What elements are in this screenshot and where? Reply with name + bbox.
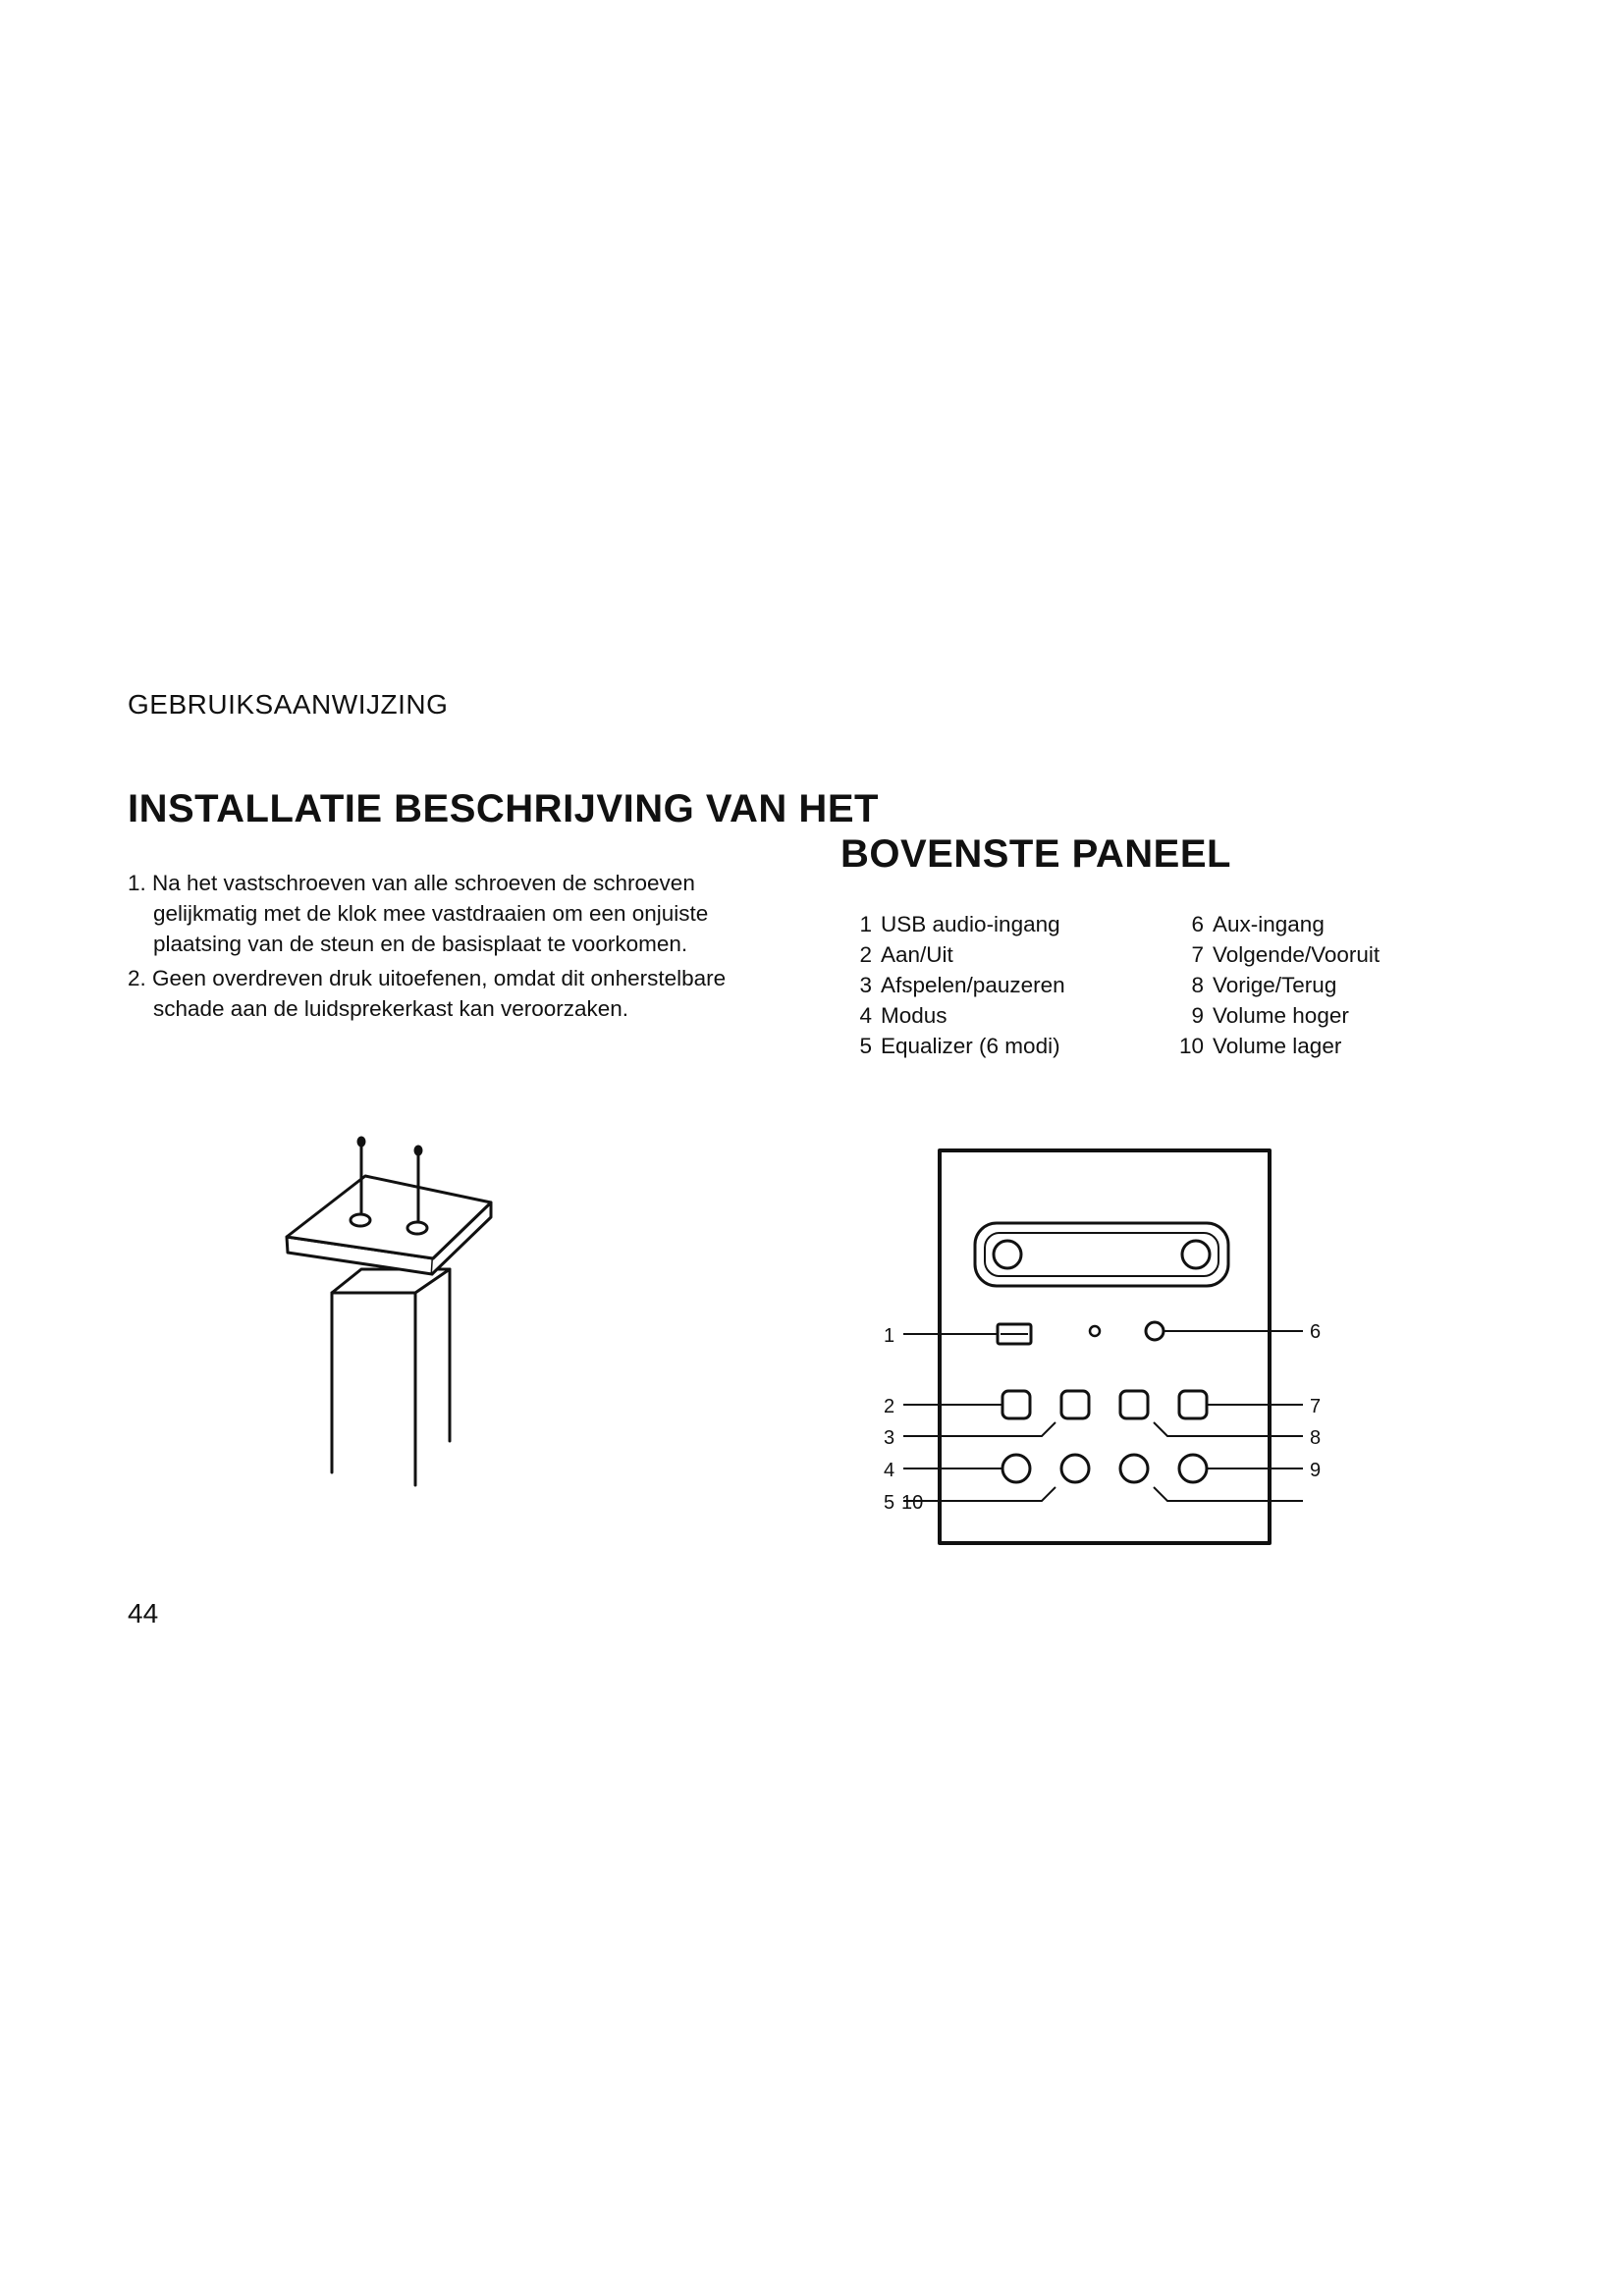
legend-label: Volgende/Vooruit bbox=[1213, 942, 1380, 967]
legend-number: 7 bbox=[1191, 942, 1204, 967]
legend-number: 9 bbox=[1191, 1003, 1204, 1028]
page-number: 44 bbox=[128, 1598, 159, 1629]
callout-3: 3 bbox=[884, 1427, 895, 1449]
legend-label: Modus bbox=[881, 1003, 947, 1028]
legend-number: 10 bbox=[1178, 1034, 1204, 1058]
callout-1: 1 bbox=[884, 1325, 895, 1347]
installation-steps bbox=[128, 868, 776, 1028]
legend-label: USB audio-ingang bbox=[881, 912, 1060, 936]
play-pause-button bbox=[1061, 1455, 1089, 1482]
aux-port bbox=[1146, 1322, 1164, 1340]
legend-label: Vorige/Terug bbox=[1213, 973, 1337, 997]
installation-illustration bbox=[265, 1129, 520, 1492]
legend-number: 5 bbox=[859, 1034, 872, 1058]
legend-item bbox=[1174, 1000, 1380, 1031]
handle-knob bbox=[994, 1241, 1021, 1268]
legend-number: 2 bbox=[859, 942, 872, 967]
power-button bbox=[1002, 1391, 1030, 1418]
legend-number: 3 bbox=[859, 973, 872, 997]
legend-item bbox=[846, 1000, 1065, 1031]
top-panel-heading: BOVENSTE PANEEL bbox=[840, 832, 1231, 876]
legend-item bbox=[1174, 970, 1380, 1000]
panel-legend-right bbox=[1174, 909, 1380, 1061]
legend-label: Afspelen/pauzeren bbox=[881, 973, 1065, 997]
callout-8: 8 bbox=[1310, 1427, 1322, 1449]
panel-outline bbox=[940, 1150, 1270, 1543]
legend-item bbox=[846, 970, 1065, 1000]
indicator-led bbox=[1090, 1326, 1100, 1336]
base-plate bbox=[287, 1176, 491, 1274]
callout-2: 2 bbox=[884, 1396, 895, 1417]
mode-button bbox=[1002, 1455, 1030, 1482]
legend-label: Equalizer (6 modi) bbox=[881, 1034, 1060, 1058]
callout-7: 7 bbox=[1310, 1396, 1322, 1417]
page-header-title: GEBRUIKSAANWIJZING bbox=[128, 689, 449, 720]
legend-number: 1 bbox=[859, 912, 872, 936]
legend-number: 4 bbox=[859, 1003, 872, 1028]
handle-knob bbox=[1182, 1241, 1210, 1268]
top-panel-diagram bbox=[864, 1129, 1335, 1561]
callout-4: 4 bbox=[884, 1460, 895, 1481]
installation-step-2: 2. Geen overdreven druk uitoefenen, omdat dit onherstelbare schade aan de luidsprekerkast kan veroorzaken. bbox=[128, 966, 727, 1021]
callout-9: 9 bbox=[1310, 1460, 1322, 1481]
callout-10: 10 bbox=[901, 1492, 924, 1514]
previous-button bbox=[1120, 1391, 1148, 1418]
legend-item bbox=[846, 909, 1065, 939]
callout-5: 5 bbox=[884, 1492, 895, 1514]
equalizer-button bbox=[1120, 1455, 1148, 1482]
legend-item bbox=[1174, 909, 1380, 939]
callout-6: 6 bbox=[1310, 1321, 1322, 1343]
installation-step-1: 1. Na het vastschroeven van alle schroeven de schroeven gelijkmatig met de klok mee vastdraaien om een onjuiste plaatsing van de steun en de basisplaat te voorkomen. bbox=[128, 871, 709, 956]
legend-label: Volume lager bbox=[1213, 1034, 1342, 1058]
volume-up-button bbox=[1179, 1391, 1207, 1418]
panel-legend-left bbox=[846, 909, 1065, 1061]
legend-number: 8 bbox=[1191, 973, 1204, 997]
legend-item bbox=[846, 1031, 1065, 1061]
legend-item bbox=[1174, 939, 1380, 970]
legend-number: 6 bbox=[1191, 912, 1204, 936]
legend-label: Volume hoger bbox=[1213, 1003, 1349, 1028]
legend-label: Aux-ingang bbox=[1213, 912, 1325, 936]
legend-item bbox=[846, 939, 1065, 970]
legend-label: Aan/Uit bbox=[881, 942, 953, 967]
volume-down-button bbox=[1179, 1455, 1207, 1482]
legend-item bbox=[1174, 1031, 1380, 1061]
installation-heading: INSTALLATIE BESCHRIJVING VAN HET bbox=[128, 787, 879, 830]
next-button bbox=[1061, 1391, 1089, 1418]
